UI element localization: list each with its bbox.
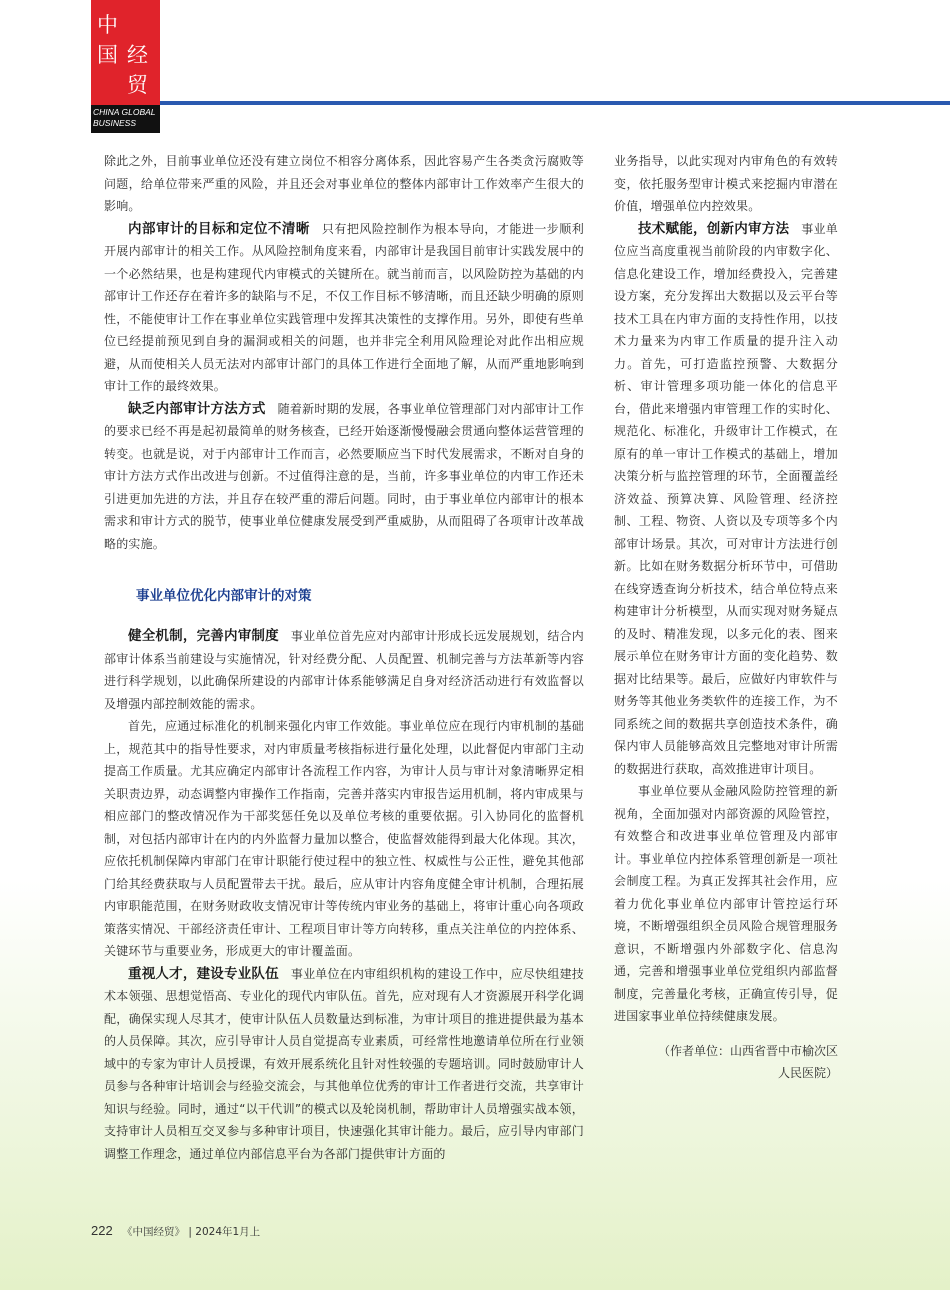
- journal-logo: [91, 0, 160, 105]
- paragraph: 技术赋能，创新内审方法 事业单位应当高度重视当前阶段的内审数字化、信息化建设工作，增加经费投入，完善建设方案，充分发挥出大数据以及云平台等技术工具在内审方面的支持性作用，以技术力量来为内审工作质量的提升注入动力。首先，可打造监控预警、大数据分析、审计管理多项功能一体化的信息平台，借此来增强内审管理工作的实时化、规范化、标准化，升级审计工作模式，在原有的单一审计工作模式的基础上，增加决策分析与监控管理的环节，全面覆盖经济效益、预算决算、风险管理、经济控制、工程、物资、人资以及专项等多个内部审计场景。其次，可对审计方法进行创新。比如在财务数据分析环节中，可借助在线穿透查询分析技术，结合单位特点来构建审计分析模型，从而实现对财务疑点的及时、精准发现，以多元化的表、图来展示单位在财务审计方面的变化趋势、数据对比结果等。最后，应做好内审软件与财务等其他业务类软件的连接工作，为不同系统之间的数据共享创造技术条件，确保内审人员能够高效且完整地对审计所需的数据进行获取，高效推进审计项目。: [614, 220, 838, 776]
- paragraph: 健全机制，完善内审制度 事业单位首先应对内部审计形成长远发展规划，结合内部审计体系当前建设与实施情况，针对经费分配、人员配置、机制完善与方法革新等内容进行科学规划，以此确保所建设的内部审计体系能够满足自身对经济活动进行有效监督以及增强内部控制效能的需求。: [104, 628, 584, 711]
- header-rule: [160, 101, 950, 105]
- paragraph: 业务指导，以此实现对内审角色的有效转变，依托服务型审计模式来挖掘内审潜在价值，增强单位内控效果。: [614, 154, 838, 213]
- footer-separator: |: [188, 1226, 192, 1238]
- left-column: [104, 150, 584, 1165]
- author-affiliation: （作者单位：山西省晋中市榆次区 人民医院）: [657, 1043, 838, 1080]
- section-title: 事业单位优化内部审计的对策: [136, 588, 312, 604]
- subheading: 技术赋能，创新内审方法: [638, 220, 790, 237]
- right-column: [614, 150, 838, 1085]
- paragraph: 除此之外，目前事业单位还没有建立岗位不相容分离体系，因此容易产生各类贪污腐败等问题，给单位带来严重的风险，并且还会对事业单位的整体内部审计工作效率产生很大的影响。: [104, 154, 584, 213]
- journal-name: 《中国经贸》: [122, 1226, 186, 1238]
- paragraph: 内部审计的目标和定位不清晰 只有把风险控制作为根本导向，才能进一步顺利开展内部审计的相关工作。从风险控制角度来看，内部审计是我国目前审计实践发展中的一个必然结果，也是构建现代内审模式的关键所在。就当前而言，以风险防控为基础的内部审计工作还存在着许多的缺陷与不足，不仅工作目标不够清晰，而且还缺少明确的原则性，不能使审计工作在事业单位实践管理中发挥其决策性的支撑作用。另外，即使有些单位已经提前预见到自身的漏洞或相关的问题，也并非完全利用风险理论对此作出相应规避，从而使相关人员无法对内部审计部门的具体工作进行全面地了解，从而严重地影响到审计工作的最终效果。: [104, 220, 584, 393]
- subheading: 缺乏内部审计方法方式: [128, 400, 266, 417]
- subheading: 重视人才，建设专业队伍: [128, 965, 279, 982]
- logo-zh-part1: 中 国: [97, 13, 118, 67]
- logo-zh-part2: 经 贸: [127, 43, 148, 97]
- subheading: 内部审计的目标和定位不清晰: [128, 220, 310, 237]
- page-number: 222: [91, 1223, 113, 1238]
- subheading: 健全机制，完善内审制度: [128, 628, 279, 644]
- issue-date: 2024年1月上: [195, 1226, 261, 1238]
- paragraph: 重视人才，建设专业队伍 事业单位在内审组织机构的建设工作中，应尽快组建技术本领强、思想觉悟高、专业化的现代内审队伍。首先，应对现有人才资源展开科学化调配，确保实现人尽其才，使审计队伍人员数量达到标准，为审计项目的推进提供最为基本的人员保障。其次，应引导审计人员自觉提高专业素质，可经常性地邀请单位所在行业领域中的专家为审计人员授课，有效开展系统化且针对性较强的专题培训。同时鼓励审计人员参与各种审计培训会与经验交流会，与其他单位优秀的审计工作者进行交流，共享审计知识与经验。同时，通过“以干代训”的模式以及轮岗机制，帮助审计人员增强实战本领，支持审计人员相互交叉参与多种审计项目，快速强化其审计能力。最后，应引导内审部门调整工作理念，通过单位内部信息平台为各部门提供审计方面的: [104, 965, 584, 1161]
- paragraph: 缺乏内部审计方法方式 随着新时期的发展，各事业单位管理部门对内部审计工作的要求已经不再是起初最简单的财务核查，已经开始逐渐慢慢融会贯通向整体运营管理的转变。也就是说，对于内部审计工作而言，必然要顺应当下时代发展需求，不断对自身的审计方法方式作出改进与创新。不过值得注意的是，当前，许多事业单位的内审工作还未引进更加先进的方法，并且存在较严重的滞后问题。同时，由于事业单位内部审计的根本需求和审计方式的脱节，使事业单位健康发展受到严重威胁，从而阻碍了各项审计改革战略的实施。: [104, 400, 584, 551]
- page-footer: [91, 1223, 260, 1239]
- logo-english: CHINA GLOBAL BUSINESS: [91, 105, 160, 133]
- paragraph: 事业单位要从金融风险防控管理的新视角，全面加强对内部资源的风险管控，有效整合和改进事业单位管理及内部审计。事业单位内控体系管理创新是一项社会制度工程。为真正发挥其社会作用，应着力优化事业单位内部审计管控运行环境，不断增强组织全员风险合规管理服务意识，不断增强内外部数字化、信息沟通，完善和增强事业单位党组织内部监督制度，完善量化考核，正确宣传引导，促进国家事业单位持续健康发展。: [614, 784, 838, 1023]
- paragraph: 首先，应通过标准化的机制来强化内审工作效能。事业单位应在现行内审机制的基础上，规范其中的指导性要求，对内审质量考核指标进行量化处理，以此督促内审部门主动提高工作质量。尤其应确定内部审计各流程工作内容，为审计人员与审计对象清晰界定相关职责边界，动态调整内审操作工作指南，完善并落实内审报告运用机制，将内审成果与相应部门的整改情况作为干部奖惩任免以及单位考核的重要依据。引入协同化的监督机制，对包括内部审计在内的内外监督力量加以整合，使监督效能得到最大化体现。其次，应依托机制保障内审部门在审计职能行使过程中的独立性、权威性与公正性，避免其他部门给其经费获取与人员配置带去干扰。最后，应从审计内容角度健全审计机制，合理拓展内审职能范围，在财务财政收支情况审计等传统内审业务的基础上，将审计重心向各项政策落实情况、干部经济责任审计、工程项目审计等方向转移，重点关注单位的内控体系、关键环节与重要业务，形成更大的审计覆盖面。: [104, 719, 584, 958]
